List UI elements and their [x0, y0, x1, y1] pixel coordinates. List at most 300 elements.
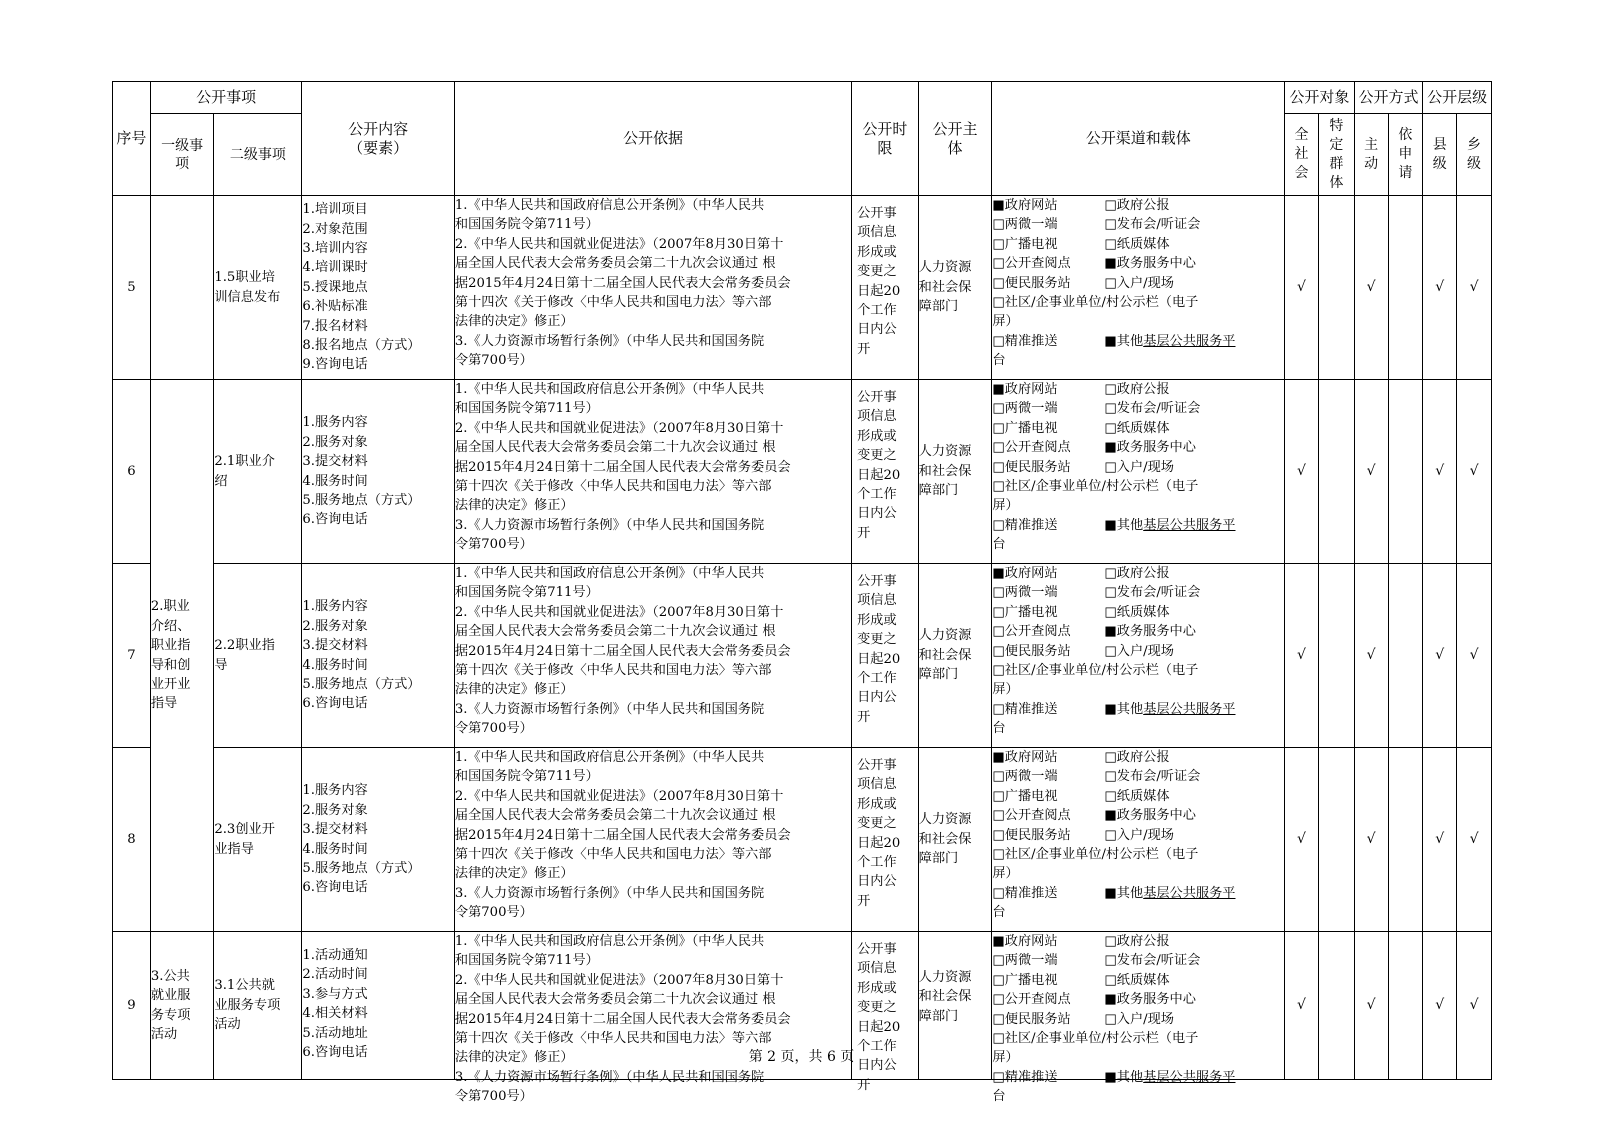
text-line: 4.相关材料 — [302, 1006, 368, 1022]
text-line: 形成或 — [857, 796, 897, 812]
text-line: 2.《中华人民共和国就业促进法》（2007年8月30日第十 — [454, 788, 784, 804]
text-line: 据2015年4月24日第十二届全国人民代表大会常务委员会 — [454, 459, 791, 475]
text-line: 2.服务对象 — [302, 618, 368, 634]
text-line: 5.服务地点（方式） — [302, 860, 421, 876]
time-cell — [852, 380, 919, 564]
check-mark: √ — [1435, 996, 1445, 1013]
text-line: 障部门 — [918, 1008, 959, 1024]
table-row — [113, 748, 1492, 932]
text-line: 4.服务时间 — [302, 657, 368, 673]
header-level1 — [150, 114, 213, 196]
channel-option: □便民服务站 — [992, 643, 1071, 659]
text-line: 形成或 — [857, 244, 897, 260]
check-mark: √ — [1469, 830, 1479, 847]
text-line: 业服务专项 — [214, 997, 281, 1013]
text-line: 活动 — [214, 1017, 241, 1033]
text-line: 据2015年4月24日第十二届全国人民代表大会常务委员会 — [454, 643, 791, 659]
text-line: 6.补贴标准 — [302, 299, 368, 315]
text-line: 变更之 — [857, 264, 897, 280]
text-line: 人力资源 — [918, 260, 972, 276]
level1-cell — [150, 380, 213, 932]
text-line: 9.咨询电话 — [302, 357, 368, 373]
text-line: 障部门 — [918, 851, 959, 867]
header-mode-group-text: 公开方式 — [1358, 87, 1419, 106]
channel-option-cont: 屏） — [992, 1050, 1019, 1066]
text-line: 变更之 — [857, 448, 897, 464]
text-line: 3.提交材料 — [302, 822, 368, 838]
text-line: 日起20 — [857, 835, 901, 851]
channel-option: □纸质媒体 — [1104, 788, 1170, 804]
channel-option: □精准推送 — [992, 1069, 1058, 1085]
header-target-group — [1285, 82, 1355, 114]
seq-cell: 8 — [113, 748, 151, 932]
text-line: 障部门 — [918, 483, 959, 499]
text-line: 3.《人力资源市场暂行条例》（中华人民共和国国务院 — [454, 517, 765, 533]
text-line: 2.服务对象 — [302, 434, 368, 450]
seq-cell: 5 — [113, 196, 151, 380]
text-line: 务专项 — [150, 1007, 191, 1023]
header-tier-county-text: 县级 — [1432, 136, 1447, 172]
text-line: 形成或 — [857, 612, 897, 628]
disclosure-table — [112, 81, 1492, 1105]
empty-cell — [1388, 564, 1423, 748]
page-footer: 第 2 页，共 6 页 — [748, 1049, 855, 1065]
channel-option: ■政务服务中心 — [1104, 808, 1196, 824]
channel-option: □社区/企事业单位/村公示栏（电子 — [992, 847, 1199, 863]
text-line: 人力资源 — [918, 970, 972, 985]
level2-cell — [214, 564, 302, 748]
text-line: 项信息 — [857, 225, 897, 241]
text-line: 介绍、 — [150, 618, 191, 634]
text-line: 8.报名地点（方式） — [302, 338, 421, 354]
text-line: 指导 — [150, 696, 178, 712]
check-cell — [1423, 748, 1457, 932]
channel-option-cont: 屏） — [992, 866, 1019, 882]
text-line: 2.服务对象 — [302, 802, 368, 818]
text-line: 日内公 — [857, 874, 897, 890]
text-line: 3.提交材料 — [302, 454, 368, 470]
channel-option: □社区/企事业单位/村公示栏（电子 — [992, 479, 1199, 495]
header-level1-text: 一级事项 — [161, 137, 204, 172]
text-line: 令第700号） — [454, 353, 533, 369]
header-target-all — [1285, 114, 1319, 196]
empty-cell — [1318, 748, 1354, 932]
channel-option: □社区/企事业单位/村公示栏（电子 — [992, 663, 1199, 679]
check-mark: √ — [1469, 996, 1479, 1013]
channel-option: ■政务服务中心 — [1104, 624, 1196, 640]
basis-cell — [454, 380, 851, 564]
text-line: 第十四次《关于修改〈中华人民共和国电力法〉等六部 — [454, 847, 772, 863]
text-line: 公开事 — [857, 206, 897, 221]
channel-option: □政府公报 — [1104, 750, 1170, 765]
check-cell — [1285, 196, 1319, 380]
channel-option: □广播电视 — [992, 788, 1058, 804]
check-cell — [1354, 564, 1388, 748]
text-line: 导和创 — [150, 657, 191, 673]
channel-option-cont: 屏） — [992, 498, 1019, 514]
text-line: 日内公 — [857, 322, 897, 338]
text-line: 6.咨询电话 — [302, 696, 368, 712]
level2-cell — [214, 748, 302, 932]
text-line: 活动 — [150, 1026, 178, 1042]
text-line: 日内公 — [857, 690, 897, 706]
channel-option: □入户/现场 — [1104, 827, 1174, 843]
check-mark: √ — [1297, 462, 1306, 479]
channel-option: ■政务服务中心 — [1104, 440, 1196, 456]
text-line: 个工作 — [857, 303, 897, 319]
text-line: 令第700号） — [454, 1089, 533, 1105]
text-line: 人力资源 — [918, 628, 972, 644]
text-line: 2.《中华人民共和国就业促进法》（2007年8月30日第十 — [454, 420, 784, 436]
content-cell — [302, 380, 455, 564]
header-mode-request — [1388, 114, 1423, 196]
text-line: 第十四次《关于修改〈中华人民共和国电力法〉等六部 — [454, 295, 772, 311]
check-cell — [1354, 380, 1388, 564]
text-line: 形成或 — [857, 980, 897, 996]
channel-option: □纸质媒体 — [1104, 972, 1170, 988]
check-cell — [1457, 196, 1492, 380]
text-line: 2.《中华人民共和国就业促进法》（2007年8月30日第十 — [454, 972, 784, 988]
text-line: 1.《中华人民共和国政府信息公开条例》（中华人民共 — [454, 934, 765, 949]
text-line: 和社会保 — [918, 463, 972, 479]
text-line: 6.咨询电话 — [302, 512, 368, 528]
text-line: 公开事 — [857, 942, 897, 957]
table-row — [113, 564, 1492, 748]
text-line: 开 — [857, 893, 871, 909]
text-line: 5.授课地点 — [302, 279, 368, 295]
header-tier-group: 公开层级 — [1423, 82, 1492, 114]
check-mark: √ — [1366, 996, 1376, 1013]
text-line: 6.咨询电话 — [302, 1045, 368, 1061]
channel-option: ■政府网站 — [992, 566, 1058, 581]
header-mode-active — [1354, 114, 1388, 196]
check-mark: √ — [1435, 830, 1445, 847]
text-line: 项信息 — [857, 593, 897, 609]
text-line: 个工作 — [857, 487, 897, 503]
text-line: 1.《中华人民共和国政府信息公开条例》（中华人民共 — [454, 566, 765, 581]
text-line: 1.5职业培 — [214, 270, 275, 286]
text-line: 障部门 — [918, 299, 959, 315]
text-line: 变更之 — [857, 632, 897, 648]
channel-option: □便民服务站 — [992, 827, 1071, 843]
text-line: 日内公 — [857, 1058, 897, 1074]
text-line: 法律的决定》修正） — [454, 866, 574, 882]
text-line: 开 — [857, 709, 871, 725]
check-cell — [1285, 564, 1319, 748]
text-line: 个工作 — [857, 1039, 897, 1055]
channel-option: ■其他 — [1104, 1069, 1144, 1085]
check-cell — [1457, 564, 1492, 748]
channel-option: ■其他 — [1104, 701, 1144, 717]
check-mark: √ — [1366, 830, 1376, 847]
channel-other-detail: 基层公共服务平 — [1143, 333, 1236, 349]
channel-option-cont: 台 — [992, 353, 1006, 369]
header-content-text: 公开内容（要素） — [348, 119, 409, 157]
check-mark: √ — [1469, 646, 1479, 663]
text-line: 1.活动通知 — [302, 948, 368, 963]
text-line: 2.对象范围 — [302, 221, 368, 237]
empty-cell — [1318, 564, 1354, 748]
header-time — [852, 82, 919, 196]
channel-other-detail: 基层公共服务平 — [1143, 1069, 1236, 1085]
text-line: 法律的决定》修正） — [454, 498, 574, 514]
seq-cell: 7 — [113, 564, 151, 748]
channel-option: □公开查阅点 — [992, 440, 1071, 456]
empty-cell — [1388, 380, 1423, 564]
text-line: 训信息发布 — [214, 289, 281, 305]
text-line: 和社会保 — [918, 647, 972, 663]
channel-option: □入户/现场 — [1104, 459, 1174, 475]
text-line: 职业指 — [150, 638, 191, 654]
channel-option-cont: 屏） — [992, 314, 1019, 330]
basis-cell — [454, 564, 851, 748]
channel-option: ■政务服务中心 — [1104, 992, 1196, 1008]
text-line: 第十四次《关于修改〈中华人民共和国电力法〉等六部 — [454, 1031, 772, 1047]
channel-option: □发布会/听证会 — [1104, 769, 1201, 785]
text-line: 届全国人民代表大会常务委员会第二十九次会议通过 根 — [454, 440, 776, 456]
channel-option: □公开查阅点 — [992, 624, 1071, 640]
header-tier-town — [1457, 114, 1492, 196]
text-line: 项信息 — [857, 409, 897, 425]
header-time-text: 公开时限 — [862, 119, 908, 157]
time-cell — [852, 196, 919, 380]
channel-option: □两微一端 — [992, 217, 1058, 233]
channel-other-detail: 基层公共服务平 — [1143, 517, 1236, 533]
check-mark: √ — [1469, 278, 1479, 295]
text-line: 日起20 — [857, 467, 901, 483]
text-line: 6.咨询电话 — [302, 880, 368, 896]
header-basis: 公开依据 — [454, 82, 851, 196]
channel-option: □政府公报 — [1104, 198, 1170, 213]
channel-option: □纸质媒体 — [1104, 420, 1170, 436]
header-target-specific-text: 特定群体 — [1329, 117, 1344, 191]
text-line: 2.《中华人民共和国就业促进法》（2007年8月30日第十 — [454, 604, 784, 620]
text-line: 和社会保 — [918, 279, 972, 295]
text-line: 届全国人民代表大会常务委员会第二十九次会议通过 根 — [454, 624, 776, 640]
check-mark: √ — [1435, 462, 1445, 479]
text-line: 和国国务院令第711号） — [454, 585, 599, 601]
basis-cell — [454, 748, 851, 932]
channel-option: □入户/现场 — [1104, 275, 1174, 291]
text-line: 1.《中华人民共和国政府信息公开条例》（中华人民共 — [454, 198, 765, 213]
channel-option: □公开查阅点 — [992, 256, 1071, 272]
text-line: 令第700号） — [454, 905, 533, 921]
text-line: 据2015年4月24日第十二届全国人民代表大会常务委员会 — [454, 827, 791, 843]
check-mark: √ — [1297, 646, 1306, 663]
text-line: 1.培训项目 — [302, 202, 368, 218]
text-line: 2.2职业指 — [214, 638, 275, 654]
header-mode-active-text: 主动 — [1364, 136, 1379, 172]
channel-option: □入户/现场 — [1104, 1011, 1174, 1027]
channel-option-cont: 屏） — [992, 682, 1019, 698]
text-line: 法律的决定》修正） — [454, 1050, 574, 1066]
text-line: 日内公 — [857, 506, 897, 522]
check-mark: √ — [1366, 278, 1376, 295]
text-line: 第十四次《关于修改〈中华人民共和国电力法〉等六部 — [454, 479, 772, 495]
header-items-group: 公开事项 — [150, 82, 302, 114]
text-line: 项信息 — [857, 961, 897, 977]
text-line: 5.活动地址 — [302, 1025, 368, 1041]
text-line: 2.3创业开 — [214, 822, 275, 838]
channel-option: □广播电视 — [992, 420, 1058, 436]
header-subject-text: 公开主体 — [932, 119, 978, 157]
channel-option: □广播电视 — [992, 604, 1058, 620]
header-channel: 公开渠道和载体 — [992, 82, 1285, 196]
content-cell — [302, 196, 455, 380]
channel-option: □便民服务站 — [992, 275, 1071, 291]
channel-option: □精准推送 — [992, 517, 1058, 533]
channel-option: □政府公报 — [1104, 934, 1170, 949]
channel-option: □政府公报 — [1104, 382, 1170, 397]
empty-cell — [1318, 196, 1354, 380]
channel-other-detail: 基层公共服务平 — [1143, 885, 1236, 901]
header-tier-county — [1423, 114, 1457, 196]
channel-option: □发布会/听证会 — [1104, 953, 1201, 969]
basis-cell — [454, 196, 851, 380]
text-line: 绍 — [214, 473, 228, 489]
subject-cell — [918, 748, 992, 932]
text-line: 4.培训课时 — [302, 260, 368, 276]
text-line: 和国国务院令第711号） — [454, 401, 599, 417]
channel-option: ■政府网站 — [992, 382, 1058, 397]
channel-option: □精准推送 — [992, 701, 1058, 717]
header-target-specific — [1318, 114, 1354, 196]
channel-option: □便民服务站 — [992, 1011, 1071, 1027]
empty-cell — [1388, 196, 1423, 380]
text-line: 1.《中华人民共和国政府信息公开条例》（中华人民共 — [454, 750, 765, 765]
check-cell — [1285, 748, 1319, 932]
header-target-group-text: 公开对象 — [1289, 87, 1350, 106]
level2-cell — [214, 380, 302, 564]
channel-option-cont: 台 — [992, 905, 1006, 921]
check-mark: √ — [1366, 646, 1376, 663]
check-mark: √ — [1297, 996, 1306, 1013]
header-mode-group — [1354, 82, 1423, 114]
text-line: 令第700号） — [454, 537, 533, 553]
check-cell — [1423, 196, 1457, 380]
check-mark: √ — [1435, 646, 1445, 663]
text-line: 5.服务地点（方式） — [302, 492, 421, 508]
channel-cell — [992, 196, 1285, 380]
text-line: 据2015年4月24日第十二届全国人民代表大会常务委员会 — [454, 1011, 791, 1027]
channel-option: □入户/现场 — [1104, 643, 1174, 659]
text-line: 业指导 — [214, 841, 254, 857]
channel-cell — [992, 380, 1285, 564]
seq-cell: 6 — [113, 380, 151, 564]
text-line: 个工作 — [857, 855, 897, 871]
time-cell — [852, 748, 919, 932]
text-line: 项信息 — [857, 777, 897, 793]
text-line: 日起20 — [857, 651, 901, 667]
text-line: 3.《人力资源市场暂行条例》（中华人民共和国国务院 — [454, 885, 765, 901]
text-line: 3.1公共就 — [214, 978, 275, 994]
header-mode-request-text: 依申请 — [1398, 127, 1413, 181]
text-line: 2.1职业介 — [214, 454, 275, 470]
channel-cell — [992, 564, 1285, 748]
check-cell — [1457, 380, 1492, 564]
text-line: 4.服务时间 — [302, 841, 368, 857]
level1-cell-empty — [150, 196, 213, 380]
check-mark: √ — [1435, 278, 1445, 295]
channel-option: □公开查阅点 — [992, 808, 1071, 824]
text-line: 据2015年4月24日第十二届全国人民代表大会常务委员会 — [454, 275, 791, 291]
channel-option: □公开查阅点 — [992, 992, 1071, 1008]
channel-option: □政府公报 — [1104, 566, 1170, 581]
channel-option: □广播电视 — [992, 972, 1058, 988]
channel-option: □精准推送 — [992, 885, 1058, 901]
text-line: 1.服务内容 — [302, 599, 368, 615]
text-line: 和社会保 — [918, 831, 972, 847]
text-line: 2.职业 — [150, 599, 190, 615]
text-line: 开 — [857, 341, 871, 357]
text-line: 3.《人力资源市场暂行条例》（中华人民共和国国务院 — [454, 1069, 765, 1085]
text-line: 4.服务时间 — [302, 473, 368, 489]
text-line: 届全国人民代表大会常务委员会第二十九次会议通过 根 — [454, 256, 776, 272]
text-line: 公开事 — [857, 390, 897, 405]
text-line: 和国国务院令第711号） — [454, 217, 599, 233]
text-line: 3.《人力资源市场暂行条例》（中华人民共和国国务院 — [454, 701, 765, 717]
channel-option: □社区/企事业单位/村公示栏（电子 — [992, 295, 1199, 311]
text-line: 开 — [857, 525, 871, 541]
text-line: 变更之 — [857, 1000, 897, 1016]
check-cell — [1285, 380, 1319, 564]
text-line: 令第700号） — [454, 721, 533, 737]
text-line: 法律的决定》修正） — [454, 314, 574, 330]
text-line: 5.服务地点（方式） — [302, 676, 421, 692]
channel-option: □两微一端 — [992, 953, 1058, 969]
channel-option: □精准推送 — [992, 333, 1058, 349]
channel-option: □发布会/听证会 — [1104, 585, 1201, 601]
text-line: 形成或 — [857, 428, 897, 444]
seq-cell: 9 — [113, 932, 151, 1080]
table-row — [113, 196, 1492, 380]
channel-option: □纸质媒体 — [1104, 604, 1170, 620]
channel-option: ■政府网站 — [992, 934, 1058, 949]
channel-other-detail: 基层公共服务平 — [1143, 701, 1236, 717]
text-line: 日起20 — [857, 283, 901, 299]
text-line: 3.提交材料 — [302, 638, 368, 654]
channel-option: ■政府网站 — [992, 198, 1058, 213]
channel-option: ■其他 — [1104, 885, 1144, 901]
check-mark: √ — [1469, 462, 1479, 479]
check-cell — [1423, 564, 1457, 748]
subject-cell — [918, 196, 992, 380]
channel-option: □社区/企事业单位/村公示栏（电子 — [992, 1031, 1199, 1047]
channel-option: ■其他 — [1104, 333, 1144, 349]
text-line: 和社会保 — [918, 989, 972, 1005]
channel-option: □两微一端 — [992, 769, 1058, 785]
text-line: 日起20 — [857, 1019, 901, 1035]
check-mark: √ — [1297, 830, 1306, 847]
text-line: 届全国人民代表大会常务委员会第二十九次会议通过 根 — [454, 808, 776, 824]
check-mark: √ — [1297, 278, 1306, 295]
table-body — [113, 196, 1492, 1105]
header-level2: 二级事项 — [214, 114, 302, 196]
text-line: 2.《中华人民共和国就业促进法》（2007年8月30日第十 — [454, 236, 784, 252]
subject-cell — [918, 564, 992, 748]
text-line: 3.参与方式 — [302, 986, 368, 1002]
text-line: 开 — [857, 1077, 871, 1093]
text-line: 3.《人力资源市场暂行条例》（中华人民共和国国务院 — [454, 333, 765, 349]
text-line: 个工作 — [857, 671, 897, 687]
header-content — [302, 82, 455, 196]
text-line: 届全国人民代表大会常务委员会第二十九次会议通过 根 — [454, 992, 776, 1008]
table-row — [113, 380, 1492, 564]
text-line: 障部门 — [918, 667, 959, 683]
channel-option: □两微一端 — [992, 585, 1058, 601]
text-line: 7.报名材料 — [302, 318, 368, 334]
channel-option: □便民服务站 — [992, 459, 1071, 475]
